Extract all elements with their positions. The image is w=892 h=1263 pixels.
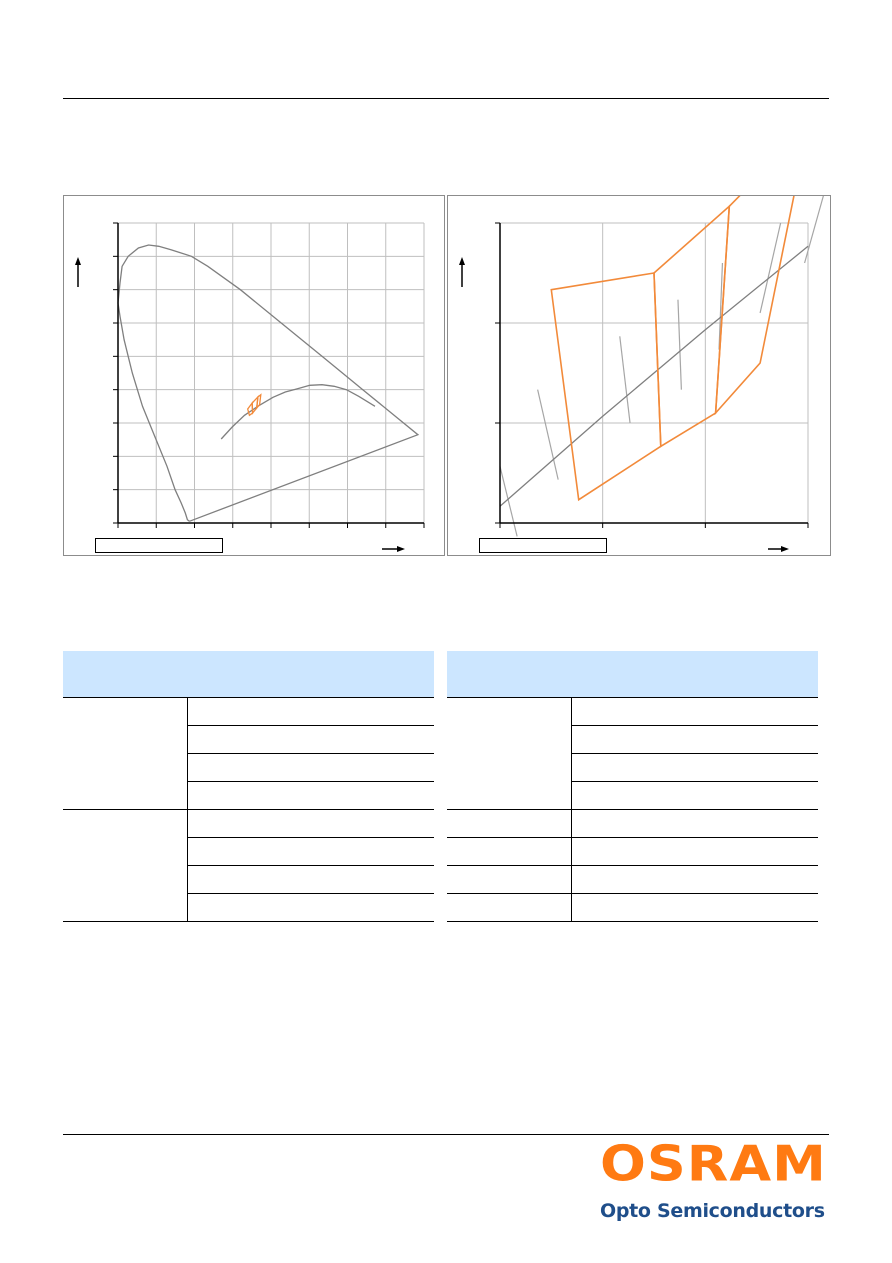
table-cell [571, 810, 694, 838]
table-row [447, 810, 818, 838]
bin-table-left [63, 651, 434, 922]
table-cell [694, 866, 818, 894]
table-cell [310, 726, 434, 754]
table-row [63, 810, 434, 838]
table-row [447, 866, 818, 894]
table-row [63, 838, 434, 866]
bin-detail-panel [447, 195, 831, 556]
table-cell [571, 698, 694, 726]
table-cell [447, 726, 571, 754]
table-cell [187, 866, 310, 894]
table-cell [310, 698, 434, 726]
table-cell [694, 810, 818, 838]
table-header-cell [310, 651, 434, 698]
table-cell [694, 754, 818, 782]
table-header-cell [694, 651, 818, 698]
isotherm-line [538, 390, 559, 480]
table-row [447, 894, 818, 922]
isotherm-line [760, 223, 781, 313]
table-row [447, 782, 818, 810]
table-cell [187, 726, 310, 754]
table-cell [63, 838, 187, 866]
isotherm-line [620, 336, 630, 423]
table-cell [310, 894, 434, 922]
table-cell [694, 838, 818, 866]
bin-outline [257, 395, 261, 408]
table-header-row [447, 651, 818, 698]
bin-outline [551, 273, 661, 500]
table-header-cell [447, 651, 571, 698]
cie-diagram-grid [118, 223, 424, 523]
table-header-cell [571, 651, 694, 698]
table-cell [571, 782, 694, 810]
table-cell [187, 782, 310, 810]
table-cell [447, 754, 571, 782]
table-cell [187, 810, 310, 838]
table-cell [694, 894, 818, 922]
table-row [447, 726, 818, 754]
x-axis-arrow-icon [382, 546, 405, 552]
planckian-locus-curve [221, 385, 375, 439]
logo-wordmark: OSRAM [600, 1135, 827, 1193]
table-cell [63, 698, 187, 726]
table-row [63, 894, 434, 922]
table-cell [187, 838, 310, 866]
y-axis-arrow-icon [459, 257, 465, 287]
table-row [447, 754, 818, 782]
table-cell [63, 894, 187, 922]
table-cell [187, 698, 310, 726]
table-cell [310, 866, 434, 894]
table-cell [310, 838, 434, 866]
table-cell [447, 894, 571, 922]
table-cell [63, 810, 187, 838]
table-cell [694, 698, 818, 726]
table-cell [63, 726, 187, 754]
table-header-cell [63, 651, 187, 698]
table-cell [63, 866, 187, 894]
table-cell [447, 838, 571, 866]
isotherm-line [500, 466, 517, 536]
cie-diagram-axes [113, 223, 424, 528]
table-cell [310, 782, 434, 810]
table-row [63, 782, 434, 810]
table-cell [63, 754, 187, 782]
isotherm-line [678, 300, 681, 390]
table-row [63, 754, 434, 782]
table-cell [571, 866, 694, 894]
table-row [63, 726, 434, 754]
table-cell [447, 698, 571, 726]
logo-subtitle: Opto Semiconductors [600, 1200, 825, 1222]
bin-table-right [447, 651, 818, 922]
table-header-row [63, 651, 434, 698]
table-cell [694, 782, 818, 810]
table-cell [447, 782, 571, 810]
header-rule [63, 98, 829, 99]
table-row [63, 866, 434, 894]
table-row [447, 698, 818, 726]
osram-logo [600, 1135, 836, 1222]
table-header-cell [187, 651, 310, 698]
table-cell [571, 754, 694, 782]
table-cell [571, 894, 694, 922]
table-cell [571, 838, 694, 866]
table-cell [310, 754, 434, 782]
table-cell [571, 726, 694, 754]
cie-diagram-panel [63, 195, 445, 556]
y-axis-arrow-icon [75, 257, 81, 287]
bin-detail-plot [448, 196, 830, 555]
table-cell [187, 754, 310, 782]
table-cell [447, 810, 571, 838]
cie-diagram-plot [64, 196, 444, 555]
table-cell [447, 866, 571, 894]
spectral-locus-curve [118, 245, 418, 521]
table-row [63, 698, 434, 726]
cie-caption-box [95, 538, 223, 553]
table-cell [694, 726, 818, 754]
table-cell [310, 810, 434, 838]
table-row [447, 838, 818, 866]
bin-detail-caption-box [479, 538, 607, 553]
x-axis-arrow-icon [768, 546, 789, 552]
table-cell [187, 894, 310, 922]
table-cell [63, 782, 187, 810]
